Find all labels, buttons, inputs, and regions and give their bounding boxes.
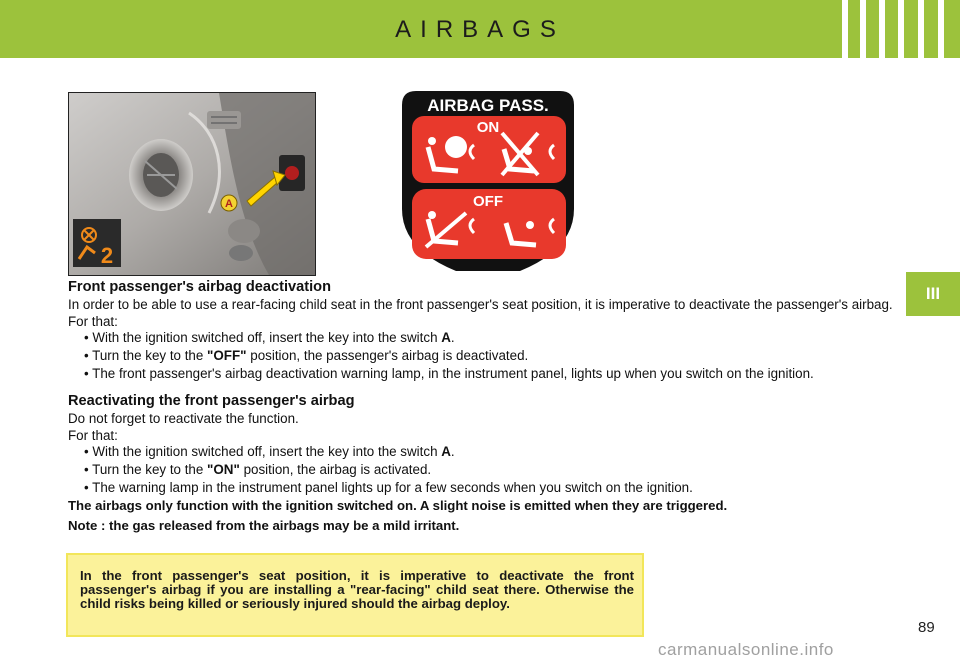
main-content xyxy=(68,279,894,534)
gas-irritant-note: Note : the gas released from the airbags may be a mild irritant. xyxy=(68,518,460,533)
list-item: • With the ignition switched off, insert the key into the switch A. xyxy=(84,444,455,459)
dashboard-illustration xyxy=(69,93,315,275)
watermark: carmanualsonline.info xyxy=(658,640,834,659)
warning-box xyxy=(66,553,644,637)
section-heading-deactivation: Front passenger's airbag deactivation xyxy=(68,279,331,295)
page-number: 89 xyxy=(918,619,935,636)
list-item: • With the ignition switched off, insert the key into the switch A. xyxy=(84,330,455,345)
deactivation-intro: In order to be able to use a rear-facing child seat in the front passenger's seat position, it is imperative to deactivate the passenger's airbag. xyxy=(68,297,893,312)
page-header xyxy=(0,0,960,58)
panel-title: AIRBAG PASS. xyxy=(427,96,549,115)
svg-text:2: 2 xyxy=(100,243,114,268)
airbag-pass-label xyxy=(400,89,576,273)
reactivation-intro: Do not forget to reactivate the function. xyxy=(68,411,299,426)
header-stripe xyxy=(842,0,848,58)
section-heading-reactivation: Reactivating the front passenger's airbag xyxy=(68,393,355,409)
warning-lamp-icon xyxy=(73,219,121,268)
header-stripe xyxy=(938,0,944,58)
svg-text:A: A xyxy=(225,198,233,210)
header-stripe xyxy=(918,0,924,58)
list-item: • Turn the key to the "OFF" position, the passenger's airbag is deactivated. xyxy=(84,348,529,363)
for-that-label: For that: xyxy=(68,428,118,443)
warning-text: In the front passenger's seat position, it is imperative to deactivate the front passenger's airbag if you are installing a "rear-facing" child seat there. Otherwise the child risks being killed or seriously injured should the airbag deploy. xyxy=(80,568,634,611)
for-that-label: For that: xyxy=(68,314,118,329)
header-stripe xyxy=(879,0,885,58)
list-item: • The front passenger's airbag deactivation warning lamp, in the instrument panel, lights up when you switch on the ignition. xyxy=(84,366,814,381)
header-stripe xyxy=(860,0,866,58)
airbag-function-note: The airbags only function with the ignition switched on. A slight noise is emitted when they are triggered. xyxy=(68,498,728,513)
list-item: • The warning lamp in the instrument panel lights up for a few seconds when you switch on the ignition. xyxy=(84,480,693,495)
off-label: OFF xyxy=(473,193,503,210)
dashboard-photo xyxy=(68,92,316,276)
header-stripe xyxy=(898,0,904,58)
on-label: ON xyxy=(476,119,500,136)
page-title: AIRBAGS xyxy=(395,16,565,43)
callout-a xyxy=(221,195,237,211)
chapter-tab[interactable]: III xyxy=(906,272,960,316)
list-item: • Turn the key to the "ON" position, the airbag is activated. xyxy=(84,462,432,477)
